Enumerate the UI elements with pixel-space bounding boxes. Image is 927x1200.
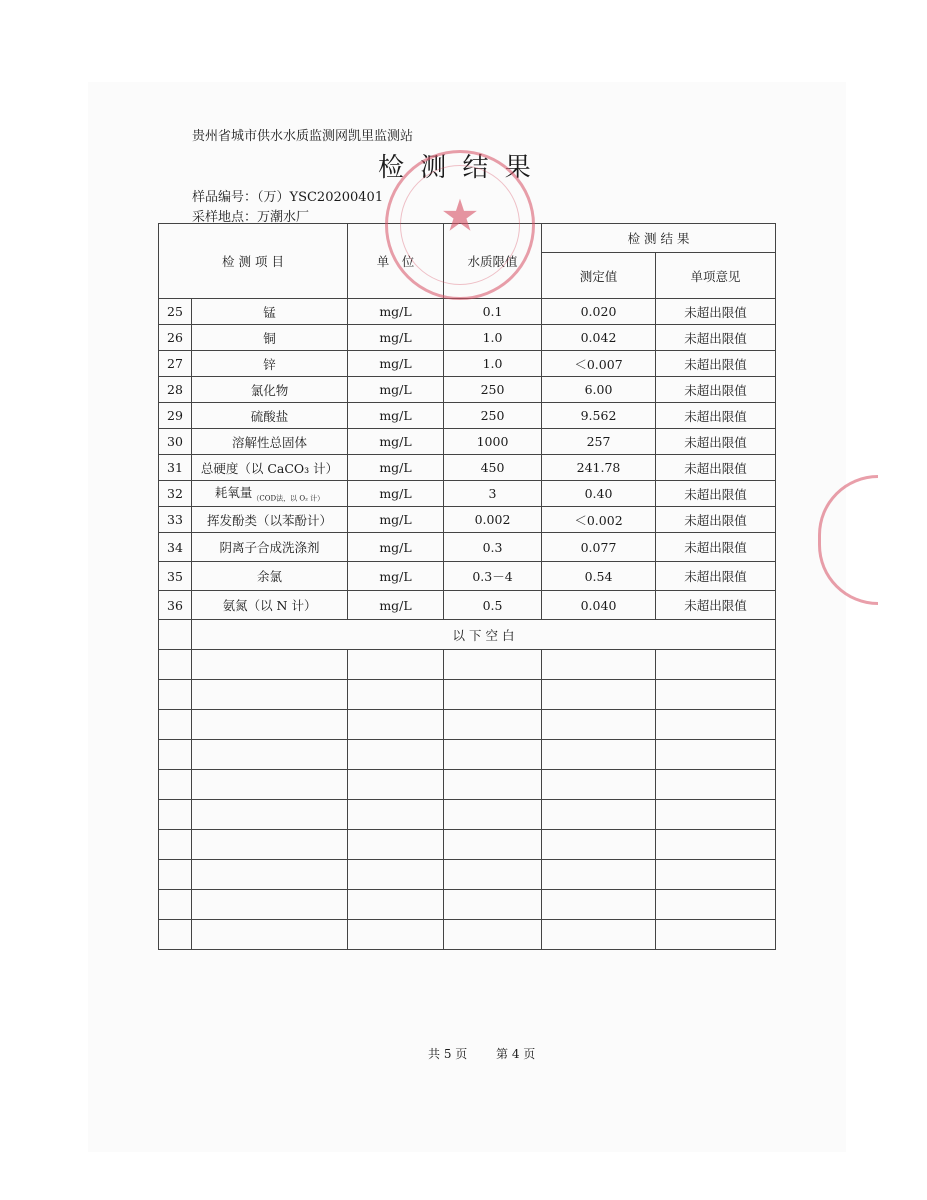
current-page: 第 4 页 bbox=[496, 1047, 536, 1061]
row-unit: mg/L bbox=[348, 403, 444, 429]
table-row bbox=[159, 325, 776, 351]
empty-row bbox=[159, 890, 776, 920]
row-number: 29 bbox=[159, 403, 192, 429]
blank-note-row bbox=[159, 620, 776, 650]
row-opinion: 未超出限值 bbox=[656, 377, 776, 403]
sample-number: 样品编号：（万）YSC20200401 bbox=[192, 190, 384, 205]
row-value: 0.042 bbox=[542, 325, 656, 351]
row-limit: 3 bbox=[444, 481, 542, 507]
table-row bbox=[159, 591, 776, 620]
official-seal bbox=[385, 150, 535, 300]
row-opinion: 未超出限值 bbox=[656, 591, 776, 620]
row-opinion: 未超出限值 bbox=[656, 455, 776, 481]
row-value: ＜0.007 bbox=[542, 351, 656, 377]
row-item: 耗氧量$_{(COD法,以 O_2 计)}$ bbox=[192, 481, 348, 507]
table-row bbox=[159, 377, 776, 403]
row-number: 35 bbox=[159, 562, 192, 591]
row-limit: 0.002 bbox=[444, 507, 542, 533]
table-row bbox=[159, 351, 776, 377]
row-opinion: 未超出限值 bbox=[656, 325, 776, 351]
star-icon: ★ bbox=[440, 190, 480, 242]
table-row bbox=[159, 562, 776, 591]
row-value: 0.54 bbox=[542, 562, 656, 591]
row-item: 挥发酚类（以苯酚计） bbox=[192, 507, 348, 533]
row-limit: 0.3 bbox=[444, 533, 542, 562]
row-value: 0.020 bbox=[542, 299, 656, 325]
row-limit: 0.3－4 bbox=[444, 562, 542, 591]
row-number: 34 bbox=[159, 533, 192, 562]
row-unit: mg/L bbox=[348, 591, 444, 620]
row-value: 257 bbox=[542, 429, 656, 455]
empty-row bbox=[159, 710, 776, 740]
row-number: 27 bbox=[159, 351, 192, 377]
blank-note: 以 下 空 白 bbox=[192, 620, 776, 650]
row-number: 32 bbox=[159, 481, 192, 507]
row-item: 硫酸盐 bbox=[192, 403, 348, 429]
row-value: 0.077 bbox=[542, 533, 656, 562]
row-unit: mg/L bbox=[348, 533, 444, 562]
row-limit: 0.5 bbox=[444, 591, 542, 620]
row-unit: mg/L bbox=[348, 455, 444, 481]
header-unit: 单 位 bbox=[348, 224, 444, 299]
empty-row bbox=[159, 740, 776, 770]
empty-row bbox=[159, 650, 776, 680]
header-opinion: 单项意见 bbox=[656, 253, 776, 299]
row-unit: mg/L bbox=[348, 299, 444, 325]
row-opinion: 未超出限值 bbox=[656, 481, 776, 507]
row-value: 9.562 bbox=[542, 403, 656, 429]
table-row bbox=[159, 455, 776, 481]
row-limit: 0.1 bbox=[444, 299, 542, 325]
row-item: 锌 bbox=[192, 351, 348, 377]
table-row bbox=[159, 481, 776, 507]
row-opinion: 未超出限值 bbox=[656, 429, 776, 455]
table-row bbox=[159, 533, 776, 562]
results-table bbox=[158, 223, 776, 950]
row-number: 31 bbox=[159, 455, 192, 481]
row-number: 25 bbox=[159, 299, 192, 325]
row-item: 溶解性总固体 bbox=[192, 429, 348, 455]
row-item: 总硬度（以 CaCO₃ 计） bbox=[192, 455, 348, 481]
sampling-site: 采样地点：万潮水厂 bbox=[192, 210, 310, 225]
row-limit: 1.0 bbox=[444, 351, 542, 377]
row-unit: mg/L bbox=[348, 325, 444, 351]
row-limit: 250 bbox=[444, 403, 542, 429]
row-item: 锰 bbox=[192, 299, 348, 325]
header-limit: 水质限值 bbox=[444, 224, 542, 299]
row-item: 铜 bbox=[192, 325, 348, 351]
row-item: 阴离子合成洗涤剂 bbox=[192, 533, 348, 562]
row-value: 0.40 bbox=[542, 481, 656, 507]
row-limit: 1.0 bbox=[444, 325, 542, 351]
row-unit: mg/L bbox=[348, 429, 444, 455]
row-item: 氨氮（以 N 计） bbox=[192, 591, 348, 620]
empty-row bbox=[159, 860, 776, 890]
table-row bbox=[159, 429, 776, 455]
page-title: 检 测 结 果 bbox=[378, 153, 535, 183]
row-value: 0.040 bbox=[542, 591, 656, 620]
empty-row bbox=[159, 830, 776, 860]
row-opinion: 未超出限值 bbox=[656, 299, 776, 325]
table-row bbox=[159, 403, 776, 429]
empty-row bbox=[159, 770, 776, 800]
row-value: 241.78 bbox=[542, 455, 656, 481]
row-item-note: （COD法，以 O₂ 计） bbox=[252, 494, 325, 503]
row-number: 30 bbox=[159, 429, 192, 455]
empty-row bbox=[159, 680, 776, 710]
row-item: 余氯 bbox=[192, 562, 348, 591]
row-number: 26 bbox=[159, 325, 192, 351]
row-item: 氯化物 bbox=[192, 377, 348, 403]
row-unit: mg/L bbox=[348, 481, 444, 507]
row-value: ＜0.002 bbox=[542, 507, 656, 533]
header-result-group: 检 测 结 果 bbox=[542, 224, 776, 253]
row-unit: mg/L bbox=[348, 562, 444, 591]
row-number: 36 bbox=[159, 591, 192, 620]
table-row bbox=[159, 299, 776, 325]
header-item: 检 测 项 目 bbox=[159, 224, 348, 299]
row-number: 28 bbox=[159, 377, 192, 403]
row-opinion: 未超出限值 bbox=[656, 507, 776, 533]
row-unit: mg/L bbox=[348, 351, 444, 377]
row-unit: mg/L bbox=[348, 377, 444, 403]
organization-name: 贵州省城市供水水质监测网凯里监测站 bbox=[192, 129, 414, 144]
row-number: 33 bbox=[159, 507, 192, 533]
row-limit: 1000 bbox=[444, 429, 542, 455]
empty-row bbox=[159, 920, 776, 950]
total-pages: 共 5 页 bbox=[428, 1047, 468, 1061]
row-opinion: 未超出限值 bbox=[656, 562, 776, 591]
row-opinion: 未超出限值 bbox=[656, 533, 776, 562]
row-opinion: 未超出限值 bbox=[656, 351, 776, 377]
row-unit: mg/L bbox=[348, 507, 444, 533]
row-limit: 250 bbox=[444, 377, 542, 403]
header-measured: 测定值 bbox=[542, 253, 656, 299]
row-limit: 450 bbox=[444, 455, 542, 481]
row-opinion: 未超出限值 bbox=[656, 403, 776, 429]
empty-row bbox=[159, 800, 776, 830]
table-row bbox=[159, 507, 776, 533]
row-value: 6.00 bbox=[542, 377, 656, 403]
